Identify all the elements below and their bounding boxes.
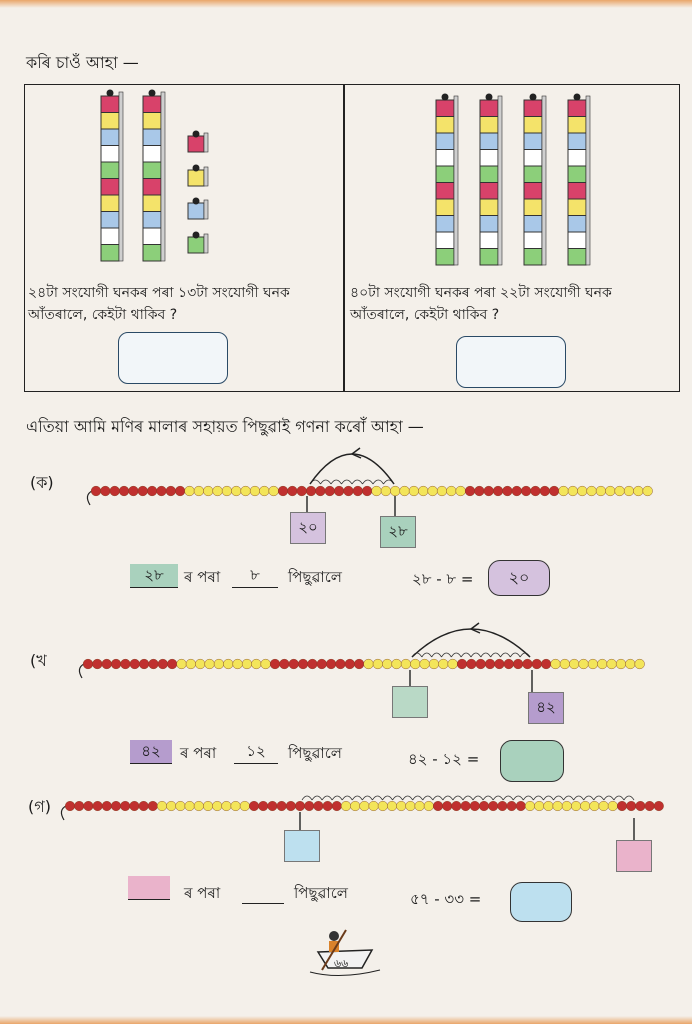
problem-kha-from-blank[interactable]: ৪২ xyxy=(130,740,172,764)
problem-ka-answer[interactable]: ২০ xyxy=(488,560,550,596)
problem-ka-equation: ২৮ - ৮ = xyxy=(412,570,474,588)
page-number: ৬৬ xyxy=(334,957,349,970)
right-question-line2: আঁতৰালে, কেইটা থাকিব ? xyxy=(350,307,500,323)
section1-heading: কৰি চাওঁ আহা — xyxy=(26,53,139,72)
problem-ga-from-word: ৰ পৰা xyxy=(184,884,221,902)
problem-ka-from-blank[interactable]: ২৮ xyxy=(130,564,178,588)
problem-ga-label: (গ) xyxy=(28,797,51,816)
problem-ga-back-word: পিছুৱালে xyxy=(294,884,348,902)
problem-kha-end-tag: ৪২ xyxy=(528,692,564,724)
left-question-line2: আঁতৰালে, কেইটা থাকিব ? xyxy=(28,307,178,323)
problem-ka-label: (ক) xyxy=(30,473,54,492)
problem-ka-end-tag: ২৮ xyxy=(380,516,416,548)
problem-ka-from-word: ৰ পৰা xyxy=(184,568,221,586)
problem-ka-back-blank[interactable]: ৮ xyxy=(232,564,278,588)
problem-ka-back-word: পিছুৱালে xyxy=(288,568,342,586)
problem-kha-from-word: ৰ পৰা xyxy=(180,744,217,762)
problem-kha-equation: ৪২ - ১২ = xyxy=(408,750,480,768)
problem-ka-start-tag: ২০ xyxy=(290,512,326,544)
problem-kha-back-blank[interactable]: ১২ xyxy=(234,740,278,764)
section2-heading: এতিয়া আমি মণিৰ মালাৰ সহায়ত পিছুৱাই গণনা কৰোঁ আহা — xyxy=(26,417,424,436)
left-question-line1: ২৪টা সংযোগী ঘনকৰ পৰা ১৩টা সংযোগী ঘনক xyxy=(28,285,290,301)
problem-kha-label: (খ xyxy=(30,651,47,670)
problem-kha-back-word: পিছুৱালে xyxy=(288,744,342,762)
right-question-line1: ৪০টা সংযোগী ঘনকৰ পৰা ২২টা সংযোগী ঘনক xyxy=(350,285,612,301)
problem-ga-equation: ৫৭ - ৩৩ = xyxy=(410,890,482,908)
